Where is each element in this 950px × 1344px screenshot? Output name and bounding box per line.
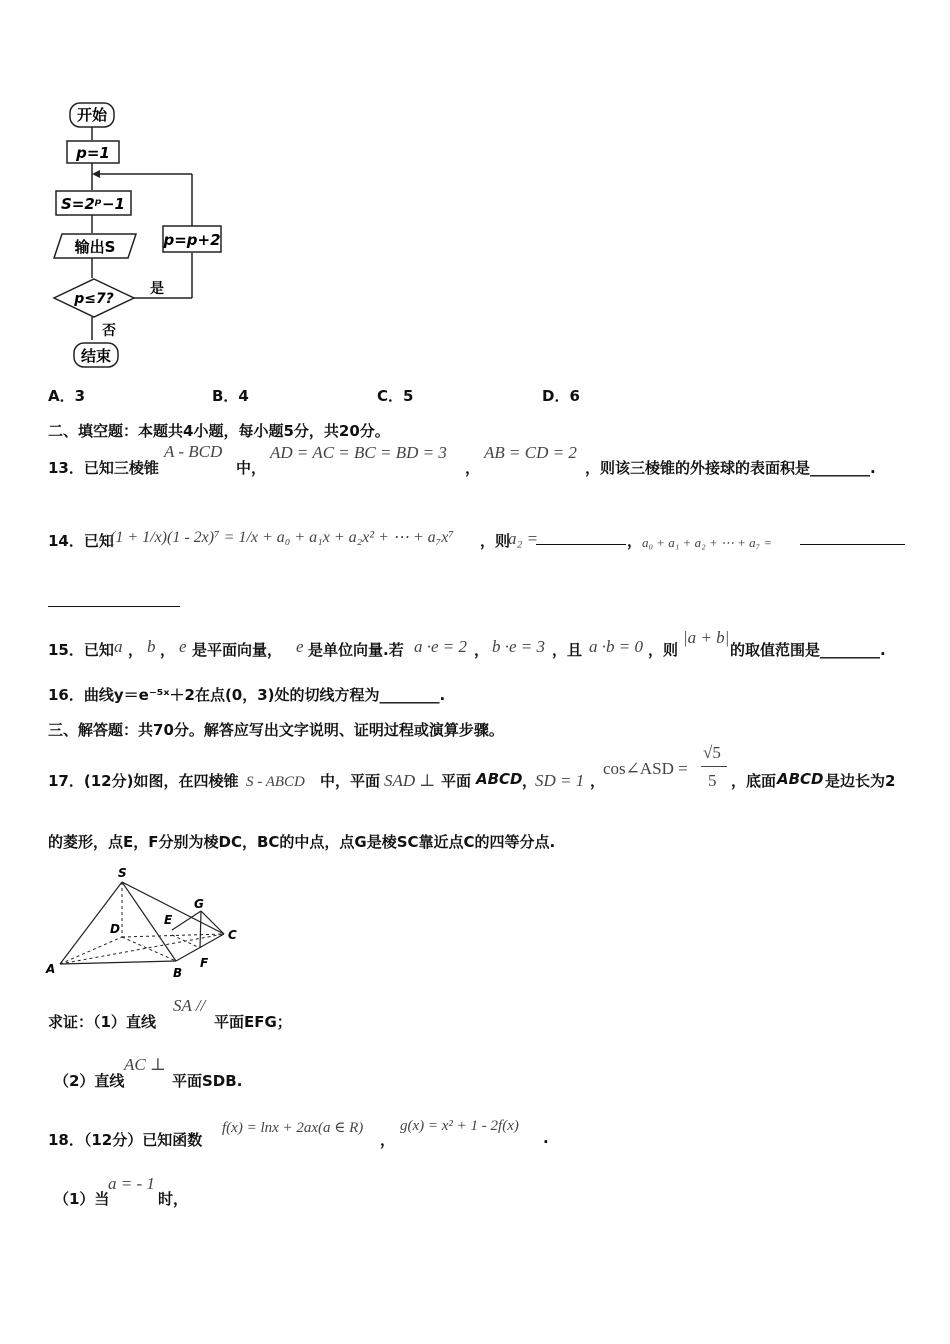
flowchart — [50, 95, 250, 375]
q17-p1: 平面EFG； — [214, 1013, 292, 1031]
q15-be: b ·e = 3 — [492, 637, 546, 656]
q15-t5: ，则 — [648, 641, 679, 659]
q14-blank3 — [48, 592, 180, 607]
flow-init-label: p=1 — [76, 144, 110, 162]
q14-blank2 — [800, 530, 905, 545]
q13-tetra: A - BCD — [164, 442, 223, 461]
q17-p2b: 平面SDB. — [172, 1072, 243, 1090]
q18-t1: 18．（12分）已知函数 — [48, 1131, 203, 1149]
q14-sum: a₀ + a₁ + a₂ + ⋯ + a₇ = — [642, 535, 773, 550]
q17-prove: 求证：（1）直线 — [48, 1013, 156, 1031]
pyramid-figure — [40, 860, 250, 985]
q14-expr: (1 + 1/x)(1 - 2x)⁷ = 1/x + a₀ + a₁x + a₂x² + ⋯ + a₇x⁷ — [110, 529, 454, 546]
q15-e2: e — [296, 637, 304, 656]
q17-t3: 平面 — [441, 772, 472, 790]
q17-pyr: S - ABCD — [246, 774, 305, 790]
q15-e: e — [179, 637, 187, 656]
q17-comma: ， — [522, 772, 538, 790]
q15-t3: 是单位向量.若 — [308, 641, 404, 659]
flow-compute-label: S=2ᵖ−1 — [61, 195, 125, 213]
q17-den: 5 — [708, 771, 717, 790]
q15-t4: ，且 — [552, 641, 583, 659]
q18-p1b: 时， — [158, 1190, 189, 1208]
q18-comma: ， — [380, 1131, 396, 1149]
q18-a: a = - 1 — [108, 1174, 155, 1193]
q17-p2a: （2）直线 — [54, 1072, 125, 1090]
q13-comma: ， — [465, 459, 481, 477]
label-g: G — [194, 897, 204, 911]
choice-d: D．6 — [542, 387, 580, 405]
label-d: D — [110, 922, 120, 936]
q15-t6: 的取值范围是________. — [730, 641, 886, 659]
q15-t2: 是平面向量， — [192, 641, 283, 659]
label-c: C — [228, 928, 237, 942]
flow-update-label: p=p+2 — [163, 231, 221, 249]
q17-t4: ，底面 — [731, 772, 777, 790]
flow-output-label: 输出S — [74, 238, 116, 256]
q18-p1: （1）当 — [54, 1190, 110, 1208]
q14-a2: a₂ = — [508, 529, 539, 548]
section3-heading: 三、解答题：共70分。解答应写出文字说明、证明过程或演算步骤。 — [48, 721, 504, 739]
q17-t2: 中，平面 — [320, 772, 381, 790]
label-e: E — [164, 913, 173, 927]
q17-line2: 的菱形，点E，F分别为棱DC，BC的中点，点G是棱SC靠近点C的四等分点. — [48, 833, 556, 851]
q15-abs: |a + b| — [683, 628, 730, 647]
label-a: A — [46, 962, 56, 976]
q15-a: a — [114, 637, 123, 656]
q17-num: √5 — [703, 743, 721, 762]
section2-heading: 二、填空题：本题共4小题，每小题5分，共20分。 — [48, 422, 390, 440]
q15-b: b — [147, 637, 156, 656]
q15-ae: a ·e = 2 — [414, 637, 468, 656]
q17-abcd: ABCD — [476, 770, 523, 788]
q14-then: ，则 — [480, 532, 511, 550]
q18-g: g(x) = x² + 1 - 2f(x) — [400, 1118, 519, 1134]
q14-prefix: 14．已知 — [48, 532, 114, 550]
q13-mid: 中， — [236, 459, 267, 477]
q17-sd: SD = 1 — [535, 771, 585, 790]
q15-ab: a ·b = 0 — [589, 637, 643, 656]
q18-dot: . — [543, 1129, 549, 1147]
q17-frac-bar — [701, 766, 727, 767]
q17-ac: AC ⊥ — [124, 1055, 166, 1074]
label-s: S — [118, 866, 127, 880]
q17-cos: cos∠ASD = — [603, 759, 688, 778]
q13-cond1: AD = AC = BC = BD = 3 — [270, 443, 447, 462]
label-b: B — [173, 966, 183, 980]
q16: 16．曲线y＝e⁻⁵ˣ＋2在点(0，3)处的切线方程为________. — [48, 686, 446, 704]
flow-no-label: 否 — [102, 323, 116, 339]
flow-end-label: 结束 — [80, 347, 112, 365]
q17-t1: 17．(12分)如图，在四棱锥 — [48, 772, 239, 790]
choice-b: B．4 — [212, 387, 249, 405]
label-f: F — [200, 956, 209, 970]
flow-cond-label: p≤7? — [74, 291, 114, 307]
q17-t5: 是边长为2 — [825, 772, 896, 790]
q17-abcd2: ABCD — [777, 770, 824, 788]
flow-start-label: 开始 — [76, 106, 108, 124]
q13-suffix: ，则该三棱锥的外接球的表面积是________. — [585, 459, 876, 477]
q13-cond2: AB = CD = 2 — [484, 443, 577, 462]
q14-blank1 — [536, 530, 626, 545]
q13-prefix: 13．已知三棱锥 — [48, 459, 159, 477]
q18-f: f(x) = lnx + 2ax(a ∈ R) — [222, 1120, 364, 1136]
q17-sa: SA // — [173, 996, 206, 1015]
q15-t1: 15．已知 — [48, 641, 114, 659]
choice-c: C．5 — [377, 387, 414, 405]
q17-perp: SAD ⊥ — [384, 771, 436, 790]
choice-a: A．3 — [48, 387, 86, 405]
flow-yes-label: 是 — [150, 281, 164, 297]
